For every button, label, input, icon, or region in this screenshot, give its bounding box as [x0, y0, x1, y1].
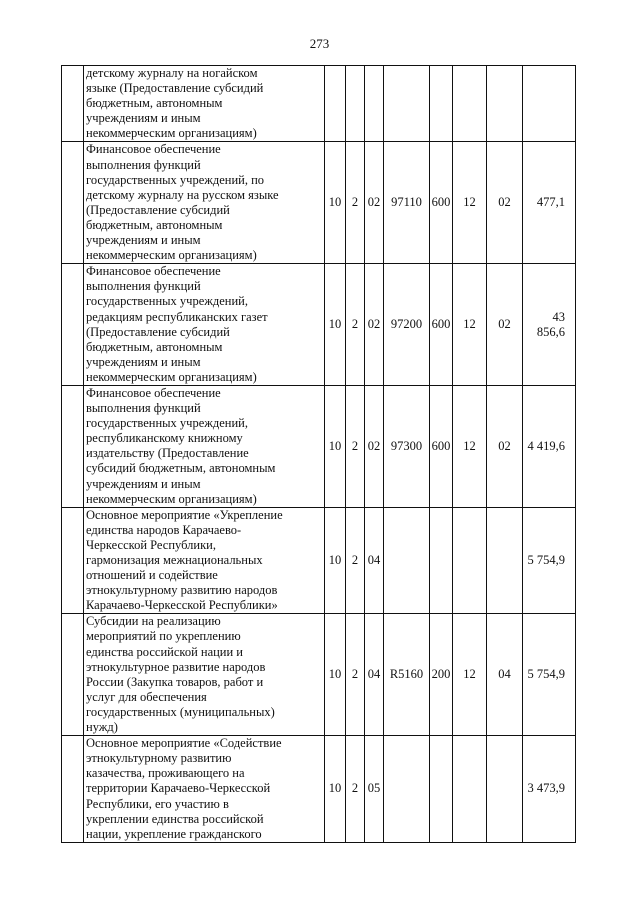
row-number-cell — [62, 507, 84, 614]
amount-cell: 3 473,9 — [523, 736, 576, 843]
description-cell: детскому журналу на ногайском языке (Предоставление субсидий бюджетным, автономным учреждениям и иным некоммерческим организациям) — [84, 66, 325, 142]
table-row — [62, 736, 576, 843]
table-row — [62, 507, 576, 614]
expense-type-cell: 600 — [430, 142, 453, 264]
subsection-cell: 2 — [346, 142, 365, 264]
page-number: 273 — [309, 36, 330, 51]
amount-cell: 5 754,9 — [523, 507, 576, 614]
section-cell: 10 — [325, 142, 346, 264]
subprogram-cell: 04 — [365, 507, 384, 614]
section-cell: 10 — [325, 264, 346, 386]
expense-type-cell: 600 — [430, 264, 453, 386]
target-code-cell: 97110 — [384, 142, 430, 264]
expense-type-cell — [430, 736, 453, 843]
code-col7-cell: 02 — [487, 264, 523, 386]
subprogram-cell: 02 — [365, 385, 384, 507]
target-code-cell — [384, 736, 430, 843]
amount-cell — [523, 66, 576, 142]
description-cell: Основное мероприятие «Укрепление единства народов Карачаево- Черкесской Республики, гармонизация межнациональных отношений и содействие этнокультурному развитию народов Карачаево-Черкесской Республики» — [84, 507, 325, 614]
expense-type-cell: 600 — [430, 385, 453, 507]
table-body — [62, 66, 576, 843]
section-cell: 10 — [325, 507, 346, 614]
description-cell: Финансовое обеспечение выполнения функций государственных учреждений, редакциям республиканских газет (Предоставление субсидий бюджетным, автономным учреждениям и иным некоммерческим организациям) — [84, 264, 325, 386]
subprogram-cell: 04 — [365, 614, 384, 736]
row-number-cell — [62, 264, 84, 386]
target-code-cell — [384, 507, 430, 614]
subsection-cell: 2 — [346, 507, 365, 614]
table-row — [62, 385, 576, 507]
code-col7-cell: 02 — [487, 385, 523, 507]
target-code-cell: 97200 — [384, 264, 430, 386]
amount-cell: 43 856,6 — [523, 264, 576, 386]
code-col6-cell: 12 — [453, 142, 487, 264]
subsection-cell: 2 — [346, 264, 365, 386]
code-col6-cell — [453, 66, 487, 142]
expense-type-cell — [430, 507, 453, 614]
target-code-cell: R5160 — [384, 614, 430, 736]
target-code-cell: 97300 — [384, 385, 430, 507]
row-number-cell — [62, 614, 84, 736]
row-number-cell — [62, 385, 84, 507]
code-col6-cell: 12 — [453, 614, 487, 736]
description-cell: Основное мероприятие «Содействие этнокультурному развитию казачества, проживающего на территории Карачаево-Черкесской Республики, его участию в укреплении единства российской нации, укрепление гражданского — [84, 736, 325, 843]
amount-cell: 4 419,6 — [523, 385, 576, 507]
code-col6-cell: 12 — [453, 385, 487, 507]
subprogram-cell: 05 — [365, 736, 384, 843]
table-row — [62, 142, 576, 264]
row-number-cell — [62, 66, 84, 142]
section-cell: 10 — [325, 736, 346, 843]
subsection-cell: 2 — [346, 736, 365, 843]
description-cell: Финансовое обеспечение выполнения функций государственных учреждений, республиканскому книжному издательству (Предоставление субсидий бюджетным, автономным учреждениям и иным некоммерческим организациям) — [84, 385, 325, 507]
row-number-cell — [62, 142, 84, 264]
code-col7-cell — [487, 736, 523, 843]
code-col7-cell: 04 — [487, 614, 523, 736]
section-cell — [325, 66, 346, 142]
code-col7-cell: 02 — [487, 142, 523, 264]
row-number-cell — [62, 736, 84, 843]
expense-type-cell: 200 — [430, 614, 453, 736]
table-row — [62, 66, 576, 142]
subprogram-cell: 02 — [365, 142, 384, 264]
budget-table — [61, 65, 576, 843]
code-col7-cell — [487, 507, 523, 614]
amount-cell: 5 754,9 — [523, 614, 576, 736]
subsection-cell: 2 — [346, 385, 365, 507]
section-cell: 10 — [325, 385, 346, 507]
target-code-cell — [384, 66, 430, 142]
code-col7-cell — [487, 66, 523, 142]
section-cell: 10 — [325, 614, 346, 736]
subsection-cell: 2 — [346, 614, 365, 736]
table-row — [62, 264, 576, 386]
subprogram-cell: 02 — [365, 264, 384, 386]
code-col6-cell — [453, 736, 487, 843]
subprogram-cell — [365, 66, 384, 142]
code-col6-cell — [453, 507, 487, 614]
table-row — [62, 614, 576, 736]
code-col6-cell: 12 — [453, 264, 487, 386]
expense-type-cell — [430, 66, 453, 142]
description-cell: Субсидии на реализацию мероприятий по укреплению единства российской нации и этнокультурное развитие народов России (Закупка товаров, работ и услуг для обеспечения государственных (муниципальных) нужд) — [84, 614, 325, 736]
description-cell: Финансовое обеспечение выполнения функций государственных учреждений, по детскому журналу на русском языке (Предоставление субсидий бюджетным, автономным учреждениям и иным некоммерческим организациям) — [84, 142, 325, 264]
subsection-cell — [346, 66, 365, 142]
amount-cell: 477,1 — [523, 142, 576, 264]
